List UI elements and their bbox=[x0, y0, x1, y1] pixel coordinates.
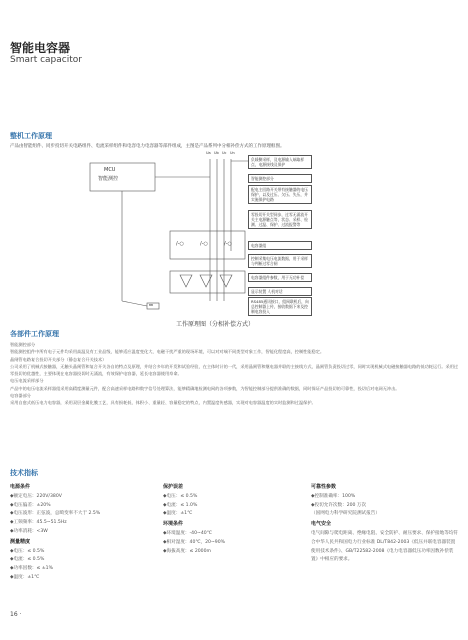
spec-item: ◆电压：≤ 0.5% bbox=[10, 548, 45, 554]
phase-label-ua: Ua bbox=[206, 151, 211, 155]
section-specs: 技术指标 bbox=[10, 469, 38, 477]
spec-item: ◆海拔高度：≤ 2000m bbox=[163, 548, 211, 554]
spec-col3-heading: 可靠性参数 bbox=[311, 484, 337, 490]
switch-label-1: /-○ bbox=[176, 241, 184, 247]
intro-text: 产品由智能组件、同步投切开关电路组件、电流采样组件和电容电力电容器等部件组成，主图是产品系列中分相补偿方式的工作原理框图。 bbox=[10, 144, 285, 149]
spec-col3-paragraph: 电气间隙与爬电距离、绝缘电阻、安全防护、耐压要求、保护接地等均符合中华人民共和国电力行业标准 DL/T842-2003《低压并联电容器装置使用技术条件》、GB/T22582-2008《电力电容器低压功率因数补偿装置》中相应的要求。 bbox=[311, 531, 459, 563]
spec-col2-list2 bbox=[163, 530, 303, 556]
diagram-svg bbox=[10, 151, 460, 331]
right-box-8: RS485通讯接口，组网联机后，向总控制器上传，接收数据下来及控制电容投入 bbox=[248, 297, 312, 316]
page-subtitle: Smart capacitor bbox=[10, 55, 82, 65]
principle-line-4: 电压电流采样部分 bbox=[10, 378, 44, 384]
right-box-4: 电容器组 bbox=[248, 241, 312, 250]
principle-line-6: 电容器部分 bbox=[10, 393, 31, 399]
spec-item: ◆电压偏差：±20% bbox=[10, 502, 51, 508]
principle-line-7: 采用自愈式低压电力电容器，采用双层金属化膜工艺，具有损耗低、体积小、重量轻、容量稳定的特点，内置温度传感器，实现对电容器温度的实时监测和过温保护。 bbox=[10, 400, 316, 406]
spec-item: ◆电压：≤ 0.5% bbox=[163, 494, 198, 499]
spec-col2-list bbox=[163, 493, 303, 519]
phase-label-un: Un bbox=[230, 151, 235, 155]
principle-line-2: 晶闸管电路复合投切开关部分（静态复合开关技术） bbox=[10, 356, 107, 362]
mcu-label-line2: 智能测控 bbox=[98, 176, 119, 182]
spec-item: ◆电流：≤ 0.5% bbox=[10, 557, 45, 563]
principle-text-block bbox=[10, 341, 460, 407]
spec-column-3 bbox=[311, 483, 459, 565]
spec-col1-heading2: 测量精度 bbox=[10, 538, 31, 545]
phase-label-uc: Uc bbox=[222, 151, 227, 155]
mcu-label-line1: MCU bbox=[104, 167, 116, 173]
spec-item: ◆温度：±1℃ bbox=[163, 511, 193, 517]
right-box-0: 负载侧采样，及电源输入端取样点，电源接线及保护 bbox=[248, 155, 312, 169]
spec-item: （国网电力科学研究院测试报告） bbox=[311, 511, 380, 517]
section-structure: 各部件工作原理 bbox=[10, 330, 59, 338]
right-box-7: 显示装置 人机对话 bbox=[248, 287, 312, 296]
page-title: 智能电容器 bbox=[10, 41, 71, 55]
principle-line-0: 智能测控部分 bbox=[10, 342, 36, 347]
spec-column-1 bbox=[10, 483, 150, 582]
principle-line-5: 产品中的电压电流采样器组采用高精度测量元件，配合高速采样电路和数字信号处理算法，能够精确地检测电网的各项参数，为智能控制部分提供准确的数据，同时保证产品投切的可靠性，投切后对电网无冲击。 bbox=[10, 385, 400, 391]
spec-column-2 bbox=[163, 483, 303, 556]
phase-label-ub: Ub bbox=[214, 151, 219, 155]
page-number: 16 · bbox=[10, 611, 22, 618]
spec-item: ◆控制准确率：100% bbox=[311, 494, 356, 499]
spec-item: ◆额定电压：220V/380V bbox=[10, 494, 62, 499]
right-box-3: 零投切开关型同步，过零无涌流开关主电源触点等，状态、采样、检测、过温、保护、过流报警等 bbox=[248, 210, 312, 229]
spec-col2-heading: 保护误差 bbox=[163, 484, 184, 490]
spec-item: ◆功率因数：≤ ±1% bbox=[10, 565, 53, 571]
principle-line-1: 智能测控组件中所有电子元件均采用高温及有工业品级，能够适应温度变化大、电磁干扰严重的现场环境，可以对对端不同类型对象工作，智能化程度高，控制性能稳定。 bbox=[10, 349, 325, 355]
spec-item: ◆相对湿度：40℃，20~90% bbox=[163, 539, 226, 545]
spec-item: ◆工频频率：45.5~51.5Hz bbox=[10, 520, 67, 526]
working-principle-diagram bbox=[10, 151, 460, 331]
spec-item: ◆功率消耗：<3W bbox=[10, 528, 48, 534]
spec-item: ◆电压波形：正弦波，总畸变率不大于 2.5% bbox=[10, 511, 101, 517]
right-box-1: 智能测控部分 bbox=[248, 174, 312, 183]
switch-label-2: /-○ bbox=[200, 241, 208, 247]
switch-label-3: /-○ bbox=[224, 241, 232, 247]
right-box-5: 控制采集电压电流数据，用于采样与判断过零合闸 bbox=[248, 254, 312, 268]
spec-item: ◆温度：±1℃ bbox=[10, 574, 40, 580]
section-working-principle: 整机工作原理 bbox=[10, 132, 52, 140]
spec-col1-heading: 电源条件 bbox=[10, 484, 31, 490]
diagram-caption: 工作原理图（分相补偿方式） bbox=[176, 321, 255, 328]
spec-item: ◆环境温度：-40~40℃ bbox=[163, 531, 212, 537]
spec-col3-heading2: 电气安全 bbox=[311, 521, 332, 528]
right-box-2: 配电主回路开关带有接触器的电压保护，以及过压、欠压、失压，并实施保护电路 bbox=[248, 185, 312, 204]
principle-line-3: 公司采用了机械式接触器，无触头晶闸管和复合开关各自的特点及原理，并结合多年的开发和试验经验，在主体时计的一代，采用晶闸管和继电器并联的主接线方式，晶闸管负责投切过零，同时实现机械式电磁接触器电路的低功耗运行。采用过零投切的优越性，主要体现在电容器投切时无涌流，有效保护电容器，延长电容器使用寿命。 bbox=[10, 363, 459, 377]
right-box-6: 电容器组件参数，用于无功补偿 bbox=[248, 273, 312, 282]
spec-item: ◆电流：≤ 1.0% bbox=[163, 502, 198, 508]
right-box-column bbox=[248, 155, 312, 323]
spec-col2-heading2: 环境条件 bbox=[163, 521, 184, 528]
spec-col1-list bbox=[10, 493, 150, 537]
spec-item: ◆投切允许次数：200 万次 bbox=[311, 502, 367, 508]
spec-col3-list bbox=[311, 493, 459, 519]
bottom-box-label: BB bbox=[149, 303, 154, 307]
spec-col1-list2 bbox=[10, 548, 150, 583]
